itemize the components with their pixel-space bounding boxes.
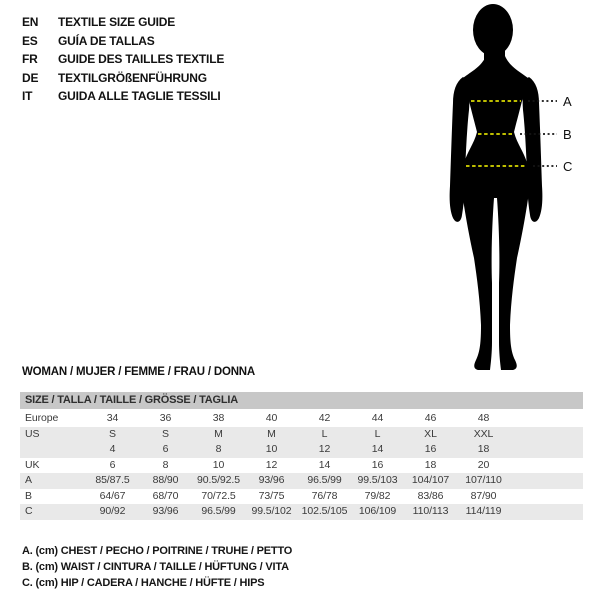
size-cell: 90/92 xyxy=(99,505,126,517)
language-title: GUIDA ALLE TAGLIE TESSILI xyxy=(58,89,221,104)
measurement-legend xyxy=(22,543,292,591)
language-title: GUÍA DE TALLAS xyxy=(58,33,155,48)
legend-line-chest: A. (cm) CHEST / PECHO / POITRINE / TRUHE / PETTO xyxy=(22,545,293,557)
language-code: EN xyxy=(22,15,39,30)
size-cell: 34 xyxy=(106,412,119,424)
size-row-label: Europe xyxy=(25,412,59,424)
size-row-filler xyxy=(510,427,583,443)
language-row xyxy=(22,32,224,51)
marker-label-hip: C xyxy=(563,159,573,174)
size-cell: 85/87.5 xyxy=(95,474,130,486)
size-row xyxy=(20,442,583,458)
size-cell: 42 xyxy=(318,412,331,424)
size-row-filler xyxy=(510,489,583,505)
size-cell: 46 xyxy=(424,412,437,424)
size-row-label: US xyxy=(25,427,40,440)
size-cell: 44 xyxy=(371,412,384,424)
size-cell: 6 xyxy=(162,443,169,455)
woman-silhouette xyxy=(450,4,543,370)
language-code: ES xyxy=(22,33,38,48)
size-cell: 48 xyxy=(477,412,490,424)
size-cell: 90.5/92.5 xyxy=(197,474,240,486)
size-cell: 106/109 xyxy=(358,505,397,517)
size-cell: S xyxy=(109,427,116,440)
marker-label-chest: A xyxy=(563,94,572,109)
size-row-label: UK xyxy=(25,458,40,471)
size-cell: 93/96 xyxy=(258,474,285,486)
size-cell: 38 xyxy=(212,412,225,424)
size-cell: 87/90 xyxy=(470,489,497,502)
size-cell: M xyxy=(267,427,276,440)
size-row xyxy=(20,504,583,520)
size-table-rows xyxy=(20,411,583,520)
size-cell: 99.5/102 xyxy=(251,505,292,517)
size-cell: 96.5/99 xyxy=(201,505,236,517)
size-cell: 36 xyxy=(159,412,172,424)
size-row xyxy=(20,427,583,443)
size-cell: M xyxy=(214,427,223,440)
size-cell: 8 xyxy=(162,458,169,471)
size-cell: L xyxy=(321,427,328,440)
language-title: TEXTILE SIZE GUIDE xyxy=(58,15,176,30)
size-cell: XL xyxy=(424,427,437,440)
size-cell: XXL xyxy=(473,427,494,440)
size-cell: 88/90 xyxy=(152,474,179,486)
size-cell: 14 xyxy=(318,458,331,471)
size-cell: 96.5/99 xyxy=(307,474,342,486)
size-row xyxy=(20,411,583,427)
language-code: IT xyxy=(22,89,33,104)
size-cell: 68/70 xyxy=(152,489,179,502)
size-cell: S xyxy=(162,427,169,440)
size-cell: 8 xyxy=(215,443,222,455)
size-row-filler xyxy=(510,442,583,458)
size-cell: 20 xyxy=(477,458,490,471)
size-cell: 14 xyxy=(371,443,384,455)
size-table-header: SIZE / TALLA / TAILLE / GRÖSSE / TAGLIA xyxy=(20,392,583,409)
size-cell: L xyxy=(374,427,381,440)
language-list xyxy=(22,13,224,106)
size-cell: 73/75 xyxy=(258,489,285,502)
size-cell: 16 xyxy=(371,458,384,471)
size-row xyxy=(20,458,583,474)
language-row xyxy=(22,50,224,69)
size-cell: 79/82 xyxy=(364,489,391,502)
size-cell: 83/86 xyxy=(417,489,444,502)
marker-label-waist: B xyxy=(563,127,572,142)
size-cell: 102.5/105 xyxy=(301,505,348,517)
legend-line-waist: B. (cm) WAIST / CINTURA / TAILLE / HÜFTUNG / VITA xyxy=(22,561,289,573)
size-figure xyxy=(430,0,600,390)
size-table xyxy=(20,392,583,520)
size-row-filler xyxy=(510,504,583,520)
size-row-label: B xyxy=(25,489,32,502)
size-cell: 12 xyxy=(265,458,278,471)
size-row-filler xyxy=(510,411,583,427)
size-cell: 76/78 xyxy=(311,489,338,502)
size-cell: 99.5/103 xyxy=(357,474,398,486)
size-row-label xyxy=(20,442,86,458)
women-section-title: WOMAN / MUJER / FEMME / FRAU / DONNA xyxy=(22,366,256,378)
size-cell: 16 xyxy=(424,443,437,455)
woman-silhouette-figure xyxy=(430,0,600,390)
size-cell: 93/96 xyxy=(152,505,179,517)
language-code: FR xyxy=(22,52,38,67)
size-row-label: A xyxy=(25,474,32,486)
silhouette-body xyxy=(461,56,530,370)
language-row xyxy=(22,13,224,32)
size-cell: 10 xyxy=(265,443,278,455)
language-row xyxy=(22,69,224,88)
size-row xyxy=(20,473,583,489)
size-cell: 110/113 xyxy=(412,505,449,517)
size-row-filler xyxy=(510,473,583,489)
size-cell: 64/67 xyxy=(99,489,126,502)
size-cell: 40 xyxy=(265,412,278,424)
size-cell: 107/110 xyxy=(465,474,502,486)
size-row-label: C xyxy=(25,505,33,517)
size-cell: 6 xyxy=(109,458,116,471)
size-cell: 70/72.5 xyxy=(201,489,236,502)
legend-line-hip: C. (cm) HIP / CADERA / HANCHE / HÜFTE / HIPS xyxy=(22,577,265,589)
size-cell: 18 xyxy=(424,458,437,471)
language-title: GUIDE DES TAILLES TEXTILE xyxy=(58,52,225,67)
size-cell: 18 xyxy=(477,443,490,455)
size-cell: 4 xyxy=(109,443,116,455)
size-row-filler xyxy=(510,458,583,474)
size-row xyxy=(20,489,583,505)
size-cell: 114/119 xyxy=(465,505,502,517)
size-cell: 12 xyxy=(318,443,331,455)
size-cell: 104/107 xyxy=(411,474,450,486)
language-code: DE xyxy=(22,70,39,85)
size-cell: 10 xyxy=(212,458,225,471)
language-title: TEXTILGRÖßENFÜHRUNG xyxy=(58,70,207,85)
language-row xyxy=(22,87,224,106)
